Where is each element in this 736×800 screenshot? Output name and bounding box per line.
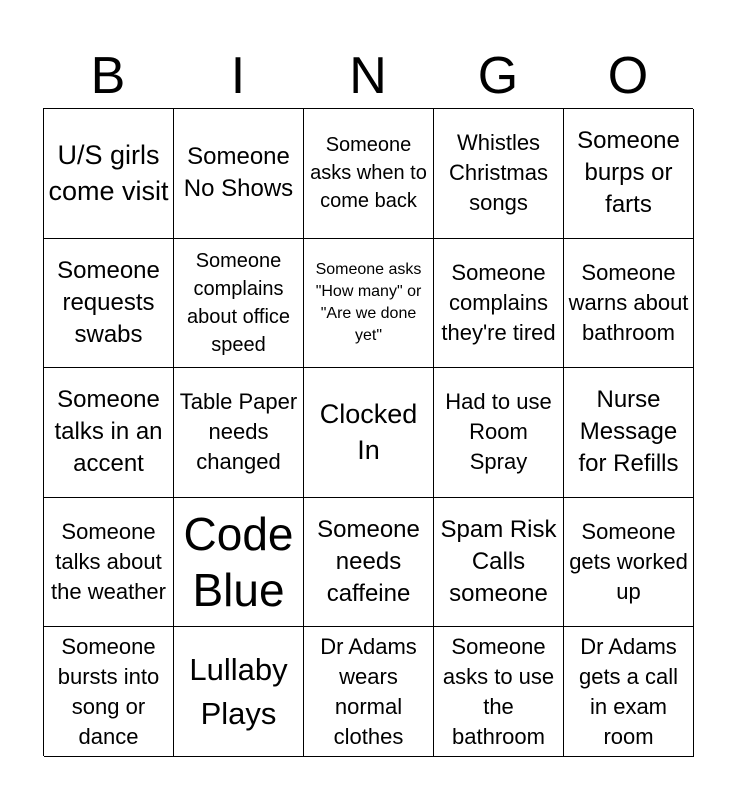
bingo-cell[interactable]: [174, 627, 304, 757]
bingo-grid: [43, 108, 693, 756]
cell-text: Someone talks about the weather: [51, 519, 166, 605]
header-letter-g: G: [477, 47, 519, 105]
bingo-cell[interactable]: [304, 498, 434, 628]
bingo-cell[interactable]: [44, 239, 174, 369]
cell-text: Nurse Message for Refills: [578, 386, 679, 478]
bingo-cell[interactable]: [434, 368, 564, 498]
cell-text: Someone asks when to come back: [310, 134, 427, 213]
bingo-cell[interactable]: [44, 109, 174, 239]
bingo-cell[interactable]: [564, 239, 694, 369]
bingo-cell[interactable]: [174, 368, 304, 498]
bingo-cell[interactable]: [174, 109, 304, 239]
cell-text: Had to use Room Spray: [445, 389, 552, 475]
header-letter-i: I: [230, 47, 246, 105]
bingo-cell[interactable]: [304, 368, 434, 498]
header-letter-o: O: [607, 47, 649, 105]
cell-text: Table Paper needs changed: [179, 389, 298, 475]
bingo-cell[interactable]: [304, 109, 434, 239]
cell-text: Dr Adams wears normal clothes: [320, 633, 417, 749]
bingo-header: [43, 44, 693, 108]
bingo-cell[interactable]: [564, 627, 694, 757]
bingo-cell[interactable]: [434, 498, 564, 628]
bingo-cell[interactable]: [304, 239, 434, 369]
cell-text: Someone asks "How many" or "Are we done yet": [315, 260, 422, 344]
header-letter-b: B: [90, 47, 126, 105]
cell-text: Someone bursts into song or dance: [57, 633, 160, 749]
cell-text: Lullaby Plays: [189, 651, 288, 731]
bingo-cell[interactable]: [434, 239, 564, 369]
cell-text: Someone No Shows: [183, 143, 294, 203]
cell-text: Clocked In: [319, 399, 418, 466]
cell-text: U/S girls come visit: [48, 140, 169, 207]
bingo-cell[interactable]: [44, 368, 174, 498]
bingo-cell[interactable]: [44, 627, 174, 757]
bingo-cell[interactable]: [434, 109, 564, 239]
bingo-cell[interactable]: [174, 498, 304, 628]
cell-text: Someone complains about office speed: [186, 249, 291, 356]
cell-text: Whistles Christmas songs: [448, 130, 548, 216]
cell-text: Code Blue: [183, 508, 294, 617]
bingo-cell[interactable]: [44, 498, 174, 628]
cell-text: Someone warns about bathroom: [568, 259, 689, 345]
cell-text: Someone asks to use the bathroom: [442, 633, 555, 749]
bingo-cell[interactable]: [304, 627, 434, 757]
bingo-cell[interactable]: [564, 368, 694, 498]
cell-text: Someone needs caffeine: [317, 516, 420, 608]
bingo-cell[interactable]: [564, 109, 694, 239]
cell-text: Someone talks in an accent: [54, 386, 163, 478]
cell-text: Spam Risk Calls someone: [440, 516, 557, 608]
cell-text: Someone requests swabs: [57, 256, 160, 348]
cell-text: Dr Adams gets a call in exam room: [578, 633, 679, 749]
cell-text: Someone gets worked up: [569, 519, 688, 605]
cell-text: Someone complains they're tired: [441, 259, 556, 345]
bingo-cell[interactable]: [564, 498, 694, 628]
cell-text: Someone burps or farts: [577, 127, 680, 219]
bingo-cell[interactable]: [174, 239, 304, 369]
header-letter-n: N: [349, 47, 387, 105]
bingo-cell[interactable]: [434, 627, 564, 757]
